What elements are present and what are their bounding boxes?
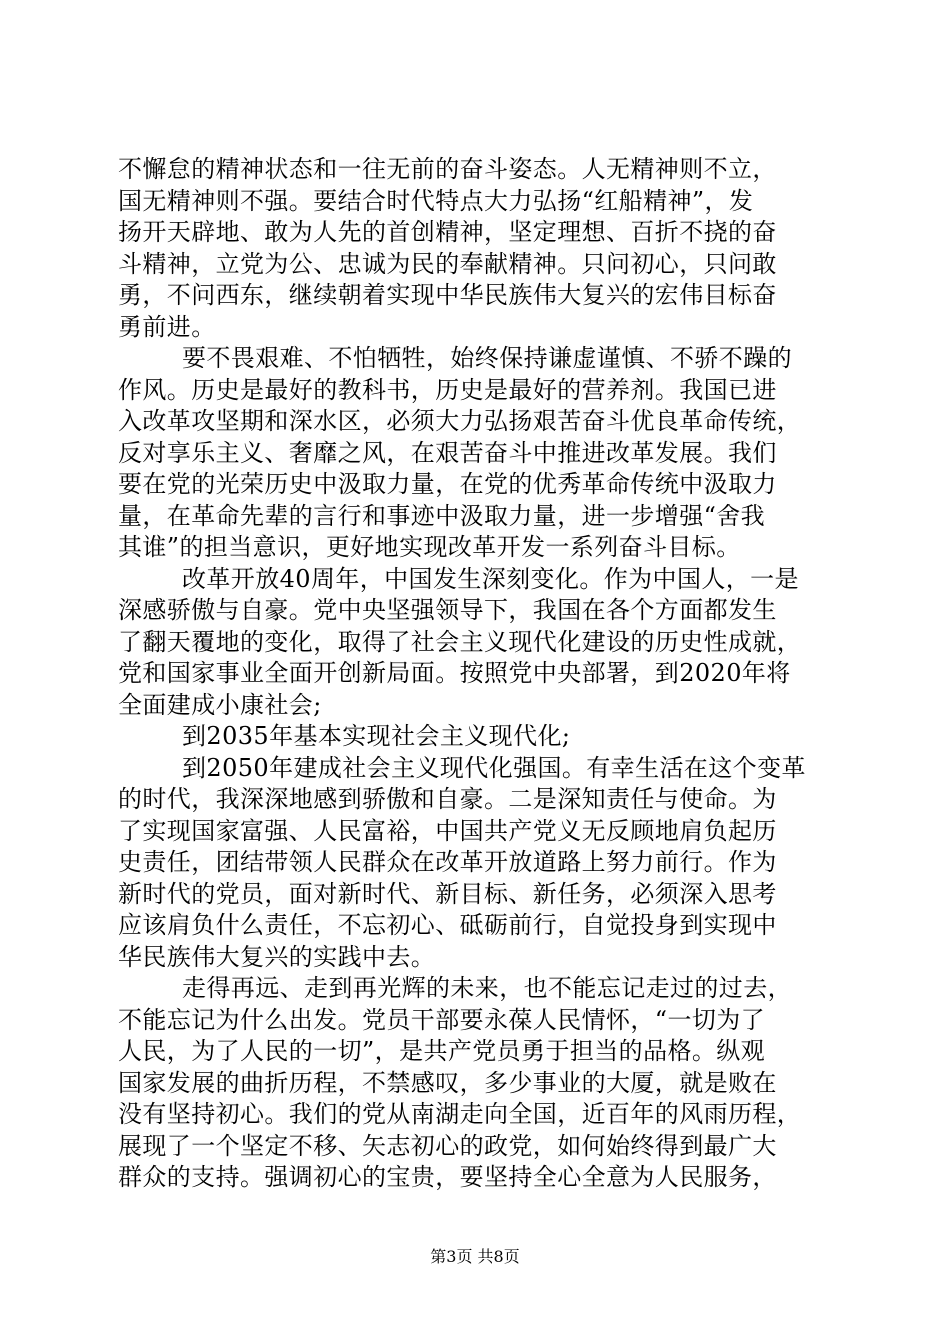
text-line: 扬开天辟地、敢为人先的首创精神，坚定理想、百折不挠的奋 <box>118 218 777 246</box>
text-line: 应该肩负什么责任，不忘初心、砥砺前行，自觉投身到实现中 <box>118 911 777 939</box>
text-line: 国无精神则不强。要结合时代特点大力弘扬“红船精神”，发 <box>118 186 754 215</box>
text-line: 了实现国家富强、人民富裕，中国共产党义无反顾地肩负起历 <box>118 816 777 845</box>
text-line: 斗精神，立党为公、忠诚为民的奉献精神。只问初心，只问敢 <box>118 249 777 278</box>
text-line: 群众的支持。强调初心的宝贵，要坚持全心全意为人民服务， <box>118 1163 777 1191</box>
text-line: 量，在革命先辈的言行和事迹中汲取力量，进一步增强“舍我 <box>118 501 766 530</box>
text-line: 深感骄傲与自豪。党中央坚强领导下，我国在各个方面都发生 <box>118 596 777 624</box>
page-footer: 第3页 共8页 <box>430 1247 520 1266</box>
text-line: 国家发展的曲折历程，不禁感叹，多少事业的大厦，就是败在 <box>118 1068 777 1097</box>
text-line: 展现了一个坚定不移、矢志初心的政党，如何始终得到最广大 <box>118 1131 777 1160</box>
text-line: 改革开放40周年，中国发生深刻变化。作为中国人，一是 <box>182 564 799 593</box>
text-line: 了翻天覆地的变化，取得了社会主义现代化建设的历史性成就， <box>118 627 802 656</box>
text-line: 不能忘记为什么出发。党员干部要永葆人民情怀，“一切为了 <box>118 1005 766 1034</box>
text-line: 新时代的党员，面对新时代、新目标、新任务，必须深入思考 <box>118 879 777 908</box>
text-line: 没有坚持初心。我们的党从南湖走向全国，近百年的风雨历程， <box>118 1100 802 1128</box>
text-line: 华民族伟大复兴的实践中去。 <box>118 942 436 971</box>
text-line: 要在党的光荣历史中汲取力量，在党的优秀革命传统中汲取力 <box>118 470 777 498</box>
text-line: 作风。历史是最好的教科书，历史是最好的营养剂。我国已进 <box>118 375 777 404</box>
text-line: 不懈怠的精神状态和一往无前的奋斗姿态。人无精神则不立， <box>118 155 777 183</box>
document-body <box>118 154 838 1194</box>
text-line: 人民，为了人民的一切”，是共产党员勇于担当的品格。纵观 <box>118 1037 766 1065</box>
text-line: 到2050年建成社会主义现代化强国。有幸生活在这个变革 <box>182 753 806 782</box>
text-line: 其谁”的担当意识，更好地实现改革开发一系列奋斗目标。 <box>118 533 741 561</box>
text-line: 勇前进。 <box>118 312 216 341</box>
text-line: 史责任，团结带领人民群众在改革开放道路上努力前行。作为 <box>118 848 777 876</box>
text-line: 入改革攻坚期和深水区，必须大力弘扬艰苦奋斗优良革命传统， <box>118 407 802 435</box>
text-line: 的时代，我深深地感到骄傲和自豪。二是深知责任与使命。为 <box>118 785 777 813</box>
text-line: 要不畏艰难、不怕牺牲，始终保持谦虚谨慎、不骄不躁的 <box>182 344 792 372</box>
text-line: 全面建成小康社会; <box>118 690 322 719</box>
text-line: 反对享乐主义、奢靡之风，在艰苦奋斗中推进改革发展。我们 <box>118 438 777 467</box>
text-line: 勇，不问西东，继续朝着实现中华民族伟大复兴的宏伟目标奋 <box>118 281 777 309</box>
text-line: 党和国家事业全面开创新局面。按照党中央部署，到2020年将 <box>118 659 791 687</box>
text-line: 走得再远、走到再光辉的未来，也不能忘记走过的过去， <box>182 974 792 1002</box>
text-line: 到2035年基本实现社会主义现代化; <box>182 722 571 750</box>
